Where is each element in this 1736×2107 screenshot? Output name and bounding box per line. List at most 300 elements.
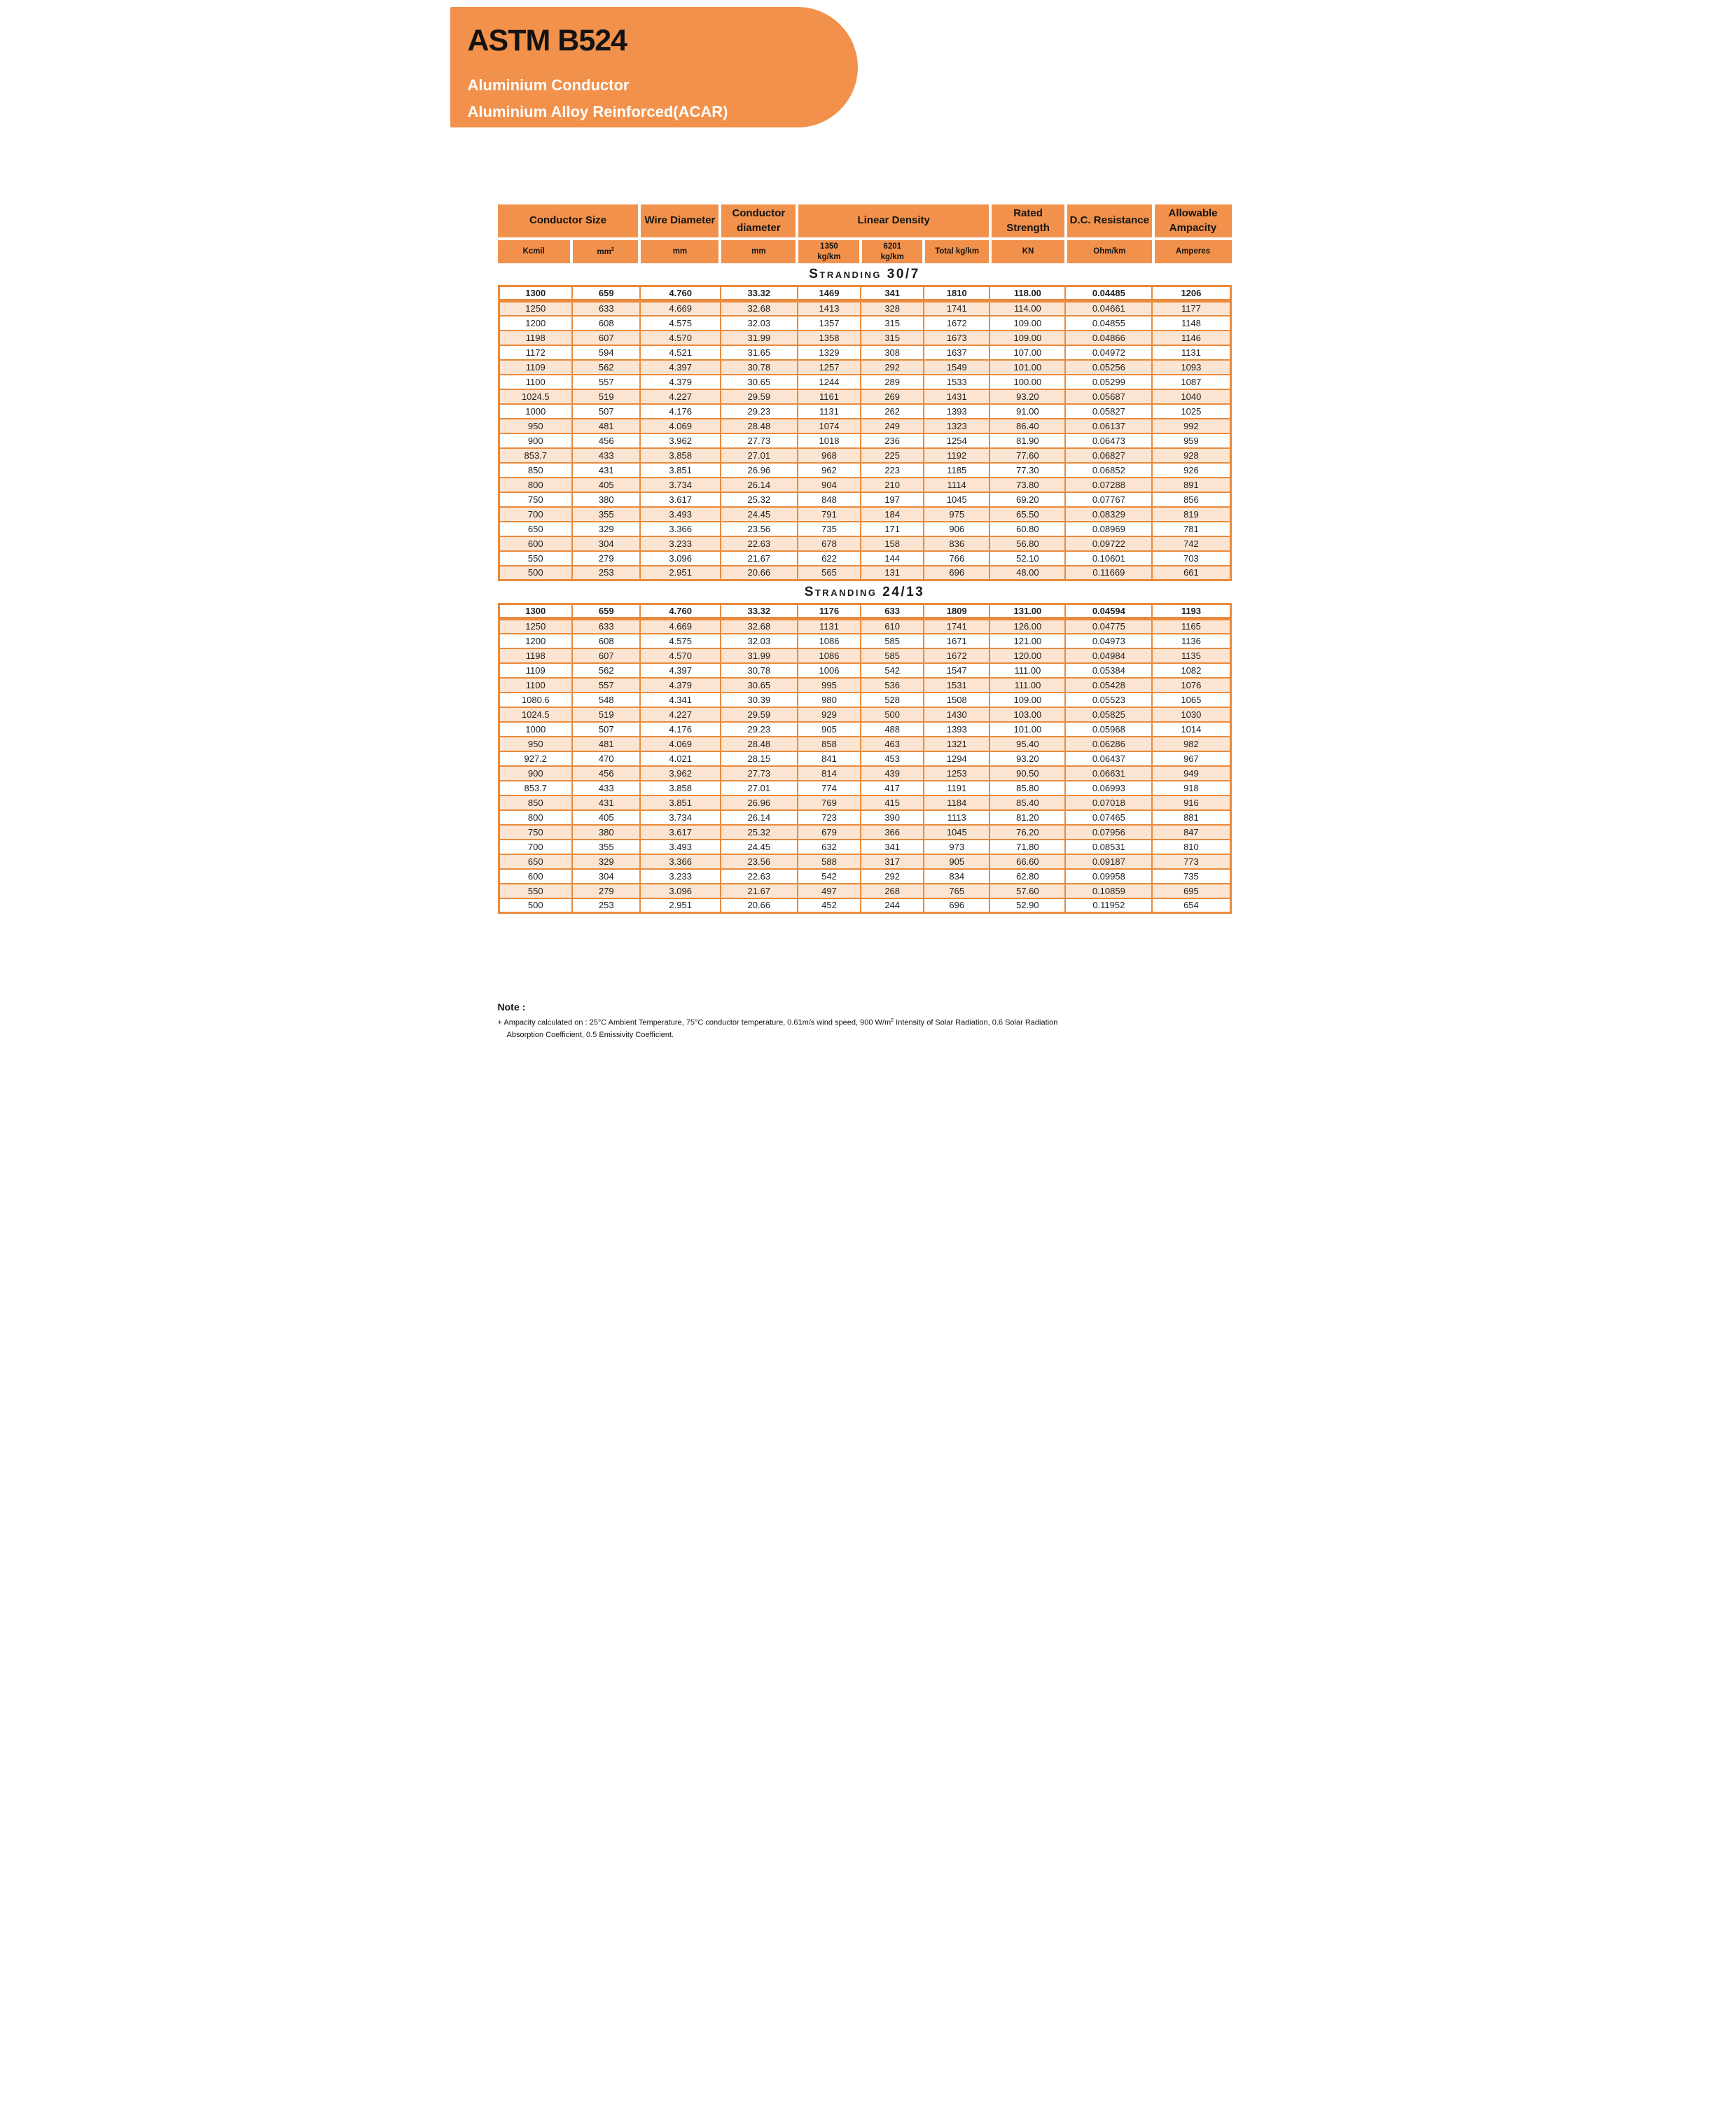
table-cell: 0.06286 [1065,737,1152,751]
table-cell: 48.00 [989,566,1065,580]
table-cell: 22.63 [721,869,798,884]
table-cell: 769 [798,795,861,810]
table-cell: 1250 [499,619,572,634]
datasheet-page [434,0,1303,1054]
table-cell: 3.233 [640,869,721,884]
table-cell: 95.40 [989,737,1065,751]
table-row [499,478,1230,492]
table-cell: 622 [798,551,861,566]
table-cell: 341 [861,286,924,301]
table-cell: 0.10601 [1065,551,1152,566]
table-cell: 0.07465 [1065,810,1152,825]
table-cell: 456 [572,766,640,781]
table-cell: 33.32 [721,286,798,301]
table-cell: 417 [861,781,924,795]
table-cell: 1131 [798,404,861,419]
table-cell: 4.669 [640,301,721,316]
table-cell: 431 [572,795,640,810]
table-row [499,433,1230,448]
table-cell: 1114 [924,478,989,492]
table-cell: 949 [1152,766,1230,781]
table-cell: 23.56 [721,522,798,536]
table-cell: 3.493 [640,840,721,854]
table-row [499,737,1230,751]
table-cell: 1065 [1152,693,1230,707]
table-cell: 30.39 [721,693,798,707]
table-cell: 1254 [924,433,989,448]
table-row [499,448,1230,463]
table-cell: 1136 [1152,634,1230,648]
column-header-total-kgkm: Total kg/km [924,239,990,263]
table-cell: 542 [798,869,861,884]
table-cell: 289 [861,375,924,389]
table-cell: 1200 [499,316,572,331]
table-cell: 29.59 [721,707,798,722]
table-cell: 144 [861,551,924,566]
table-cell: 4.669 [640,619,721,634]
table-row [499,795,1230,810]
table-cell: 71.80 [989,840,1065,854]
table-row [499,634,1230,648]
table-cell: 905 [798,722,861,737]
table-cell: 0.04594 [1065,604,1152,619]
table-cell: 111.00 [989,678,1065,693]
table-cell: 29.23 [721,404,798,419]
density-6201-line1: 6201 [883,242,902,251]
table-cell: 1672 [924,648,989,663]
table-cell: 31.65 [721,345,798,360]
table-cell: 433 [572,781,640,795]
note-line1-text: + Ampacity calculated on : 25°C Ambient Temperature, 75°C conductor temperature, 0.61m/s wind speed, 900 W/m [497,1018,891,1027]
table-cell: 1206 [1152,286,1230,301]
table-cell: 328 [861,301,924,316]
table-cell: 1045 [924,492,989,507]
table-cell: 308 [861,345,924,360]
unit-header-row [498,239,1232,263]
table-cell: 633 [861,604,924,619]
table-cell: 4.570 [640,331,721,345]
column-group-wire-diameter: Wire Diameter [639,204,720,239]
table-cell: 488 [861,722,924,737]
table-cell: 659 [572,604,640,619]
table-row [499,810,1230,825]
table-cell: 81.20 [989,810,1065,825]
table-cell: 25.32 [721,825,798,840]
table-cell: 1549 [924,360,989,375]
table-cell: 481 [572,737,640,751]
table-cell: 507 [572,404,640,419]
table-cell: 69.20 [989,492,1065,507]
table-cell: 594 [572,345,640,360]
table-cell: 607 [572,648,640,663]
table-cell: 929 [798,707,861,722]
table-cell: 995 [798,678,861,693]
table-cell: 57.60 [989,884,1065,898]
table-cell: 1165 [1152,619,1230,634]
table-cell: 26.14 [721,810,798,825]
table-cell: 315 [861,316,924,331]
table-cell: 184 [861,507,924,522]
table-cell: 0.09187 [1065,854,1152,869]
table-cell: 253 [572,898,640,913]
table-cell: 1329 [798,345,861,360]
table-cell: 905 [924,854,989,869]
table-cell: 906 [924,522,989,536]
mm2-base: mm [597,248,611,257]
table-cell: 750 [499,492,572,507]
table-cell: 1074 [798,419,861,433]
table-cell: 126.00 [989,619,1065,634]
table-cell: 562 [572,663,640,678]
table-cell: 253 [572,566,640,580]
table-cell: 405 [572,478,640,492]
table-cell: 497 [798,884,861,898]
table-cell: 588 [798,854,861,869]
table-cell: 28.15 [721,751,798,766]
table-cell: 415 [861,795,924,810]
table-cell: 1191 [924,781,989,795]
table-cell: 696 [924,898,989,913]
table-cell: 610 [861,619,924,634]
table-cell: 810 [1152,840,1230,854]
table-cell: 507 [572,722,640,737]
table-cell: 2.951 [640,898,721,913]
table-cell: 1176 [798,604,861,619]
table-cell: 904 [798,478,861,492]
table-cell: 3.096 [640,551,721,566]
table-cell: 607 [572,331,640,345]
table-row [499,722,1230,737]
table-cell: 1300 [499,604,572,619]
table-cell: 62.80 [989,869,1065,884]
table-cell: 405 [572,810,640,825]
table-cell: 114.00 [989,301,1065,316]
table-cell: 926 [1152,463,1230,478]
table-cell: 0.05299 [1065,375,1152,389]
table-cell: 1135 [1152,648,1230,663]
table-cell: 1185 [924,463,989,478]
table-cell: 1253 [924,766,989,781]
header-banner [450,7,858,127]
table-cell: 1148 [1152,316,1230,331]
table-cell: 4.176 [640,404,721,419]
table-cell: 355 [572,507,640,522]
table-cell: 76.20 [989,825,1065,840]
table-cell: 1193 [1152,604,1230,619]
table-cell: 3.617 [640,492,721,507]
column-header-ohmkm: Ohm/km [1066,239,1153,263]
table-cell: 1741 [924,301,989,316]
table-cell: 0.09958 [1065,869,1152,884]
table-cell: 0.07018 [1065,795,1152,810]
table-cell: 65.50 [989,507,1065,522]
table-cell: 735 [798,522,861,536]
note-line-1 [498,1017,1240,1029]
table-cell: 3.734 [640,478,721,492]
table-cell: 0.04984 [1065,648,1152,663]
table-row [499,389,1230,404]
table-cell: 268 [861,884,924,898]
table-cell: 1024.5 [499,389,572,404]
table-cell: 32.68 [721,301,798,316]
table-cell: 679 [798,825,861,840]
table-cell: 3.962 [640,766,721,781]
table-cell: 439 [861,766,924,781]
table-cell: 341 [861,840,924,854]
table-cell: 4.575 [640,634,721,648]
table-cell: 225 [861,448,924,463]
table-cell: 1294 [924,751,989,766]
table-row [499,463,1230,478]
table-cell: 4.397 [640,360,721,375]
table-cell: 557 [572,375,640,389]
table-cell: 585 [861,648,924,663]
table-cell: 109.00 [989,331,1065,345]
table-cell: 723 [798,810,861,825]
table-cell: 77.30 [989,463,1065,478]
table-cell: 1413 [798,301,861,316]
table-row [499,345,1230,360]
table-cell: 3.366 [640,854,721,869]
table-cell: 1030 [1152,707,1230,722]
table-cell: 853.7 [499,448,572,463]
table-cell: 500 [499,898,572,913]
table-row [499,331,1230,345]
table-cell: 171 [861,522,924,536]
table-cell: 452 [798,898,861,913]
table-cell: 431 [572,463,640,478]
table-cell: 1810 [924,286,989,301]
table-cell: 279 [572,884,640,898]
column-group-allowable-ampacity: Allowable Ampacity [1153,204,1232,239]
column-header-mm2 [571,239,640,263]
table-cell: 66.60 [989,854,1065,869]
table-row [499,840,1230,854]
table-cell: 1100 [499,375,572,389]
table-cell: 0.05384 [1065,663,1152,678]
table-cell: 30.78 [721,663,798,678]
table-cell: 0.04972 [1065,345,1152,360]
note-line1-continuation: Intensity of Solar Radiation, 0.6 Solar Radiation [894,1018,1058,1027]
table-cell: 696 [924,566,989,580]
table-cell: 329 [572,522,640,536]
table-cell: 528 [861,693,924,707]
table-cell: 85.40 [989,795,1065,810]
table-cell: 1741 [924,619,989,634]
table-cell: 30.65 [721,375,798,389]
table-cell: 0.10859 [1065,884,1152,898]
table-cell: 131 [861,566,924,580]
table-cell: 103.00 [989,707,1065,722]
table-cell: 841 [798,751,861,766]
table-cell: 834 [924,869,989,884]
table-cell: 52.90 [989,898,1065,913]
note-line1-superscript: 2 [891,1017,894,1023]
table-cell: 1161 [798,389,861,404]
table-row [499,301,1230,316]
table-cell: 1076 [1152,678,1230,693]
table-cell: 608 [572,316,640,331]
table-row [499,360,1230,375]
table-cell: 93.20 [989,389,1065,404]
table-cell: 1000 [499,404,572,419]
table-cell: 0.09722 [1065,536,1152,551]
table-row [499,604,1230,619]
table-cell: 20.66 [721,566,798,580]
table-cell: 562 [572,360,640,375]
table-cell: 3.366 [640,522,721,536]
table-cell: 4.575 [640,316,721,331]
table-cell: 101.00 [989,722,1065,737]
table-cell: 550 [499,884,572,898]
table-cell: 633 [572,301,640,316]
table-cell: 85.80 [989,781,1065,795]
table-cell: 26.96 [721,795,798,810]
table-row [499,286,1230,301]
table-cell: 131.00 [989,604,1065,619]
table-cell: 93.20 [989,751,1065,766]
table-cell: 4.069 [640,737,721,751]
table-cell: 77.60 [989,448,1065,463]
table-cell: 800 [499,478,572,492]
table-cell: 292 [861,869,924,884]
spec-table-header [498,204,1232,263]
table-cell: 470 [572,751,640,766]
table-cell: 21.67 [721,884,798,898]
table-cell: 1087 [1152,375,1230,389]
table-cell: 28.48 [721,419,798,433]
table-row [499,507,1230,522]
table-cell: 1045 [924,825,989,840]
table-cell: 197 [861,492,924,507]
table-row [499,869,1230,884]
table-cell: 1200 [499,634,572,648]
table-cell: 29.23 [721,722,798,737]
table-cell: 3.617 [640,825,721,840]
table-cell: 32.03 [721,316,798,331]
table-cell: 750 [499,825,572,840]
table-cell: 433 [572,448,640,463]
table-row [499,551,1230,566]
table-cell: 27.73 [721,766,798,781]
table-cell: 967 [1152,751,1230,766]
table-cell: 1000 [499,722,572,737]
table-cell: 766 [924,551,989,566]
table-cell: 3.858 [640,781,721,795]
table-cell: 959 [1152,433,1230,448]
table-cell: 463 [861,737,924,751]
banner-subtitle-line1: Aluminium Conductor [467,76,630,95]
table-cell: 262 [861,404,924,419]
table-cell: 210 [861,478,924,492]
table-cell: 678 [798,536,861,551]
table-cell: 1100 [499,678,572,693]
table-row [499,854,1230,869]
table-row [499,648,1230,663]
table-cell: 1300 [499,286,572,301]
table-cell: 0.05256 [1065,360,1152,375]
banner-subtitle-line2: Aluminium Alloy Reinforced(ACAR) [467,102,728,120]
note-line-2: Absorption Coefficient, 0.5 Emissivity Coefficient. [506,1030,674,1039]
table-cell: 565 [798,566,861,580]
table-cell: 0.04661 [1065,301,1152,316]
page-title: ASTM B524 [467,24,627,57]
table-cell: 918 [1152,781,1230,795]
table-cell: 900 [499,766,572,781]
table-cell: 390 [861,810,924,825]
table-cell: 0.05968 [1065,722,1152,737]
table-cell: 1250 [499,301,572,316]
table-cell: 0.05687 [1065,389,1152,404]
table-cell: 1024.5 [499,707,572,722]
table-cell: 928 [1152,448,1230,463]
table-cell: 0.08969 [1065,522,1152,536]
table-cell: 632 [798,840,861,854]
table-cell: 1172 [499,345,572,360]
table-cell: 585 [861,634,924,648]
mm2-superscript: 2 [611,246,614,253]
table-cell: 1531 [924,678,989,693]
table-cell: 4.227 [640,389,721,404]
table-cell: 20.66 [721,898,798,913]
table-cell: 0.06631 [1065,766,1152,781]
table-cell: 86.40 [989,419,1065,433]
table-cell: 548 [572,693,640,707]
section-title-stranding-24-13: Stranding 24/13 [804,585,925,599]
table-cell: 519 [572,707,640,722]
table-cell: 0.08531 [1065,840,1152,854]
table-cell: 0.06852 [1065,463,1152,478]
table-cell: 0.04866 [1065,331,1152,345]
table-cell: 1809 [924,604,989,619]
table-cell: 269 [861,389,924,404]
table-cell: 519 [572,389,640,404]
table-cell: 1131 [798,619,861,634]
table-cell: 329 [572,854,640,869]
table-cell: 1547 [924,663,989,678]
table-cell: 21.67 [721,551,798,566]
table-cell: 950 [499,419,572,433]
table-cell: 4.176 [640,722,721,737]
table-cell: 4.227 [640,707,721,722]
table-cell: 536 [861,678,924,693]
table-cell: 1198 [499,331,572,345]
table-cell: 968 [798,448,861,463]
table-cell: 765 [924,884,989,898]
table-cell: 916 [1152,795,1230,810]
column-header-kcmil: Kcmil [498,239,571,263]
table-cell: 1321 [924,737,989,751]
table-cell: 0.08329 [1065,507,1152,522]
table-row [499,619,1230,634]
table-cell: 60.80 [989,522,1065,536]
table-cell: 29.59 [721,389,798,404]
table-cell: 91.00 [989,404,1065,419]
table-cell: 0.05523 [1065,693,1152,707]
section-title-stranding-30-7: Stranding 30/7 [809,267,920,281]
table-cell: 28.48 [721,737,798,751]
table-cell: 107.00 [989,345,1065,360]
table-cell: 557 [572,678,640,693]
table-row [499,781,1230,795]
table-cell: 1393 [924,722,989,737]
note-title: Note : [497,1001,526,1013]
table-cell: 31.99 [721,331,798,345]
table-cell: 33.32 [721,604,798,619]
table-cell: 1198 [499,648,572,663]
table-cell: 4.021 [640,751,721,766]
table-cell: 0.05825 [1065,707,1152,722]
